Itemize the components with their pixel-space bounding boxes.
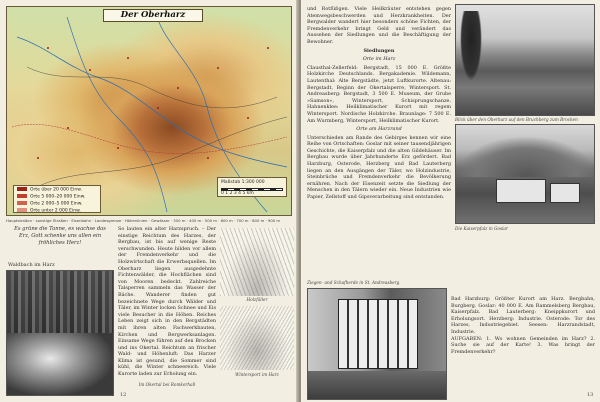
legend-item: Orte über 20 000 Einw. xyxy=(17,187,97,194)
heading-orte-harz: Orte im Harz xyxy=(362,56,396,63)
wald-label: Waldbach im Harz xyxy=(8,262,55,268)
map-title: Der Oberharz xyxy=(103,9,203,22)
sketch-wintersport xyxy=(220,306,294,370)
harz-map xyxy=(6,6,292,216)
heading-orte-harzrand: Orte am Harzrand xyxy=(356,126,402,133)
building xyxy=(496,179,546,203)
towns-text: Bad Harzburg: Größter Kurort am Harz. Bergbahn, Burgberg. Goslar: 40 000 E. Am Rammelsberg Bergbau, Kaiserpfalz. Bad Lauterberg: Kneippkurort und Erholungsort. Herzberg: Industrie. Osterode: Tor des Harzes, Industriegebiet. Seesen: Harzrandstadt, Industrie. xyxy=(451,296,595,335)
scale-units: 0 1 2 3 4 5 km xyxy=(221,191,254,196)
left-page xyxy=(0,0,299,402)
right-column-text xyxy=(307,6,451,274)
heath-photo xyxy=(455,4,595,116)
legend-item: Orte 2 000–5 000 Einw. xyxy=(17,201,97,208)
stream-area xyxy=(7,333,114,396)
intro-text: und Rotfüßgen. Viele Heilkräuter entstehen gegen Atemwegsbeschwerden und Herzkrankheiten. Der Bergwalder wandert hier besonders schöne Fichten, der Fremdenverkehr bringt Geld und verändert das Aussehen der Siedlungen und die Beschäftigung der Bewohner. xyxy=(307,6,451,45)
house-facade xyxy=(338,299,418,369)
left-column-text: So lauten ein alter Harzspruch. – Der einstige Reichtum des Harzes, der Bergbau, ist bis auf wenige Reste verschwunden. Heute bilden vor allem der Fremdenverkehr und die Holzwirtschaft die Erwerbsquellen. Im Oberharz liegen ausgedehnte Fichtenwälder, die Hochflächen sind von Mooren bedeckt. Zahlreiche Talsperren sammeln das Wasser der Bäche. Wanderer finden gut bezeichnete Wege durch Wälder und Täler, im Winter locken Schnee und Eis viele Besucher in die Höhen. Reiches Leben zeigt sich in den Bergstädten mit ihren alten Fachwerkbauten, Kirchen und Bergwerksanlagen. Einsame Wege führen auf den Brocken und ins Okertal. Reichtum an frischer Wald- und Höhenluft: Das Harzer Klima ist gesund, die Sommer sind kühl, die Winter schneereich. Viele Kurorte laden zur Erholung ein. xyxy=(118,226,216,378)
map-legend xyxy=(13,185,101,213)
map-scale xyxy=(217,177,287,197)
heading-settlements: Siedlungen xyxy=(363,47,395,54)
street-photo xyxy=(307,288,447,400)
towns-column xyxy=(451,296,595,396)
legend-item: Orte 5 000–20 000 Einw. xyxy=(17,194,97,201)
hill xyxy=(456,137,595,177)
photo-caption: Im Okertal bei Romkerhall xyxy=(138,382,196,387)
road xyxy=(308,371,447,400)
photo2-caption: Die Kaiserpfalz in Goslar xyxy=(455,226,508,231)
right-page xyxy=(301,0,600,402)
tree-silhouette xyxy=(460,11,482,81)
map-caption: Hauptstraßen · sonstige Straßen · Eisenbahn · Landesgrenze · Höhenlinien · Gewässer · 300 m · 400 m · 500 m · 600 m · 700 m · 800 m · 900 m xyxy=(6,218,281,223)
photo3-caption: Ziegen- und Schafherde in St. Andreasberg xyxy=(307,280,400,285)
forest-photo xyxy=(6,270,114,396)
settlements-text: Clausthal-Zellerfeld: Bergstadt, 15 000 E. Größte Holzkirche Deutschlands. Bergakademie. Wildemann, Lautenthal: Alte Bergstädte, jetzt Luftkurorte. Altenau: Bergstadt, Beginn der Okertalsperre, Wintersport. St. Andreasberg: Bergstadt, 3 500 E. Museum, der Grube »Samson«, Wintersport, Schisprungschanze. Hahnenklee: Heilklimatischer Kurort mit regem Wintersport. Nordische Holzkirche. Braunlage: 7 500 E. Am Wurmberg, Wintersport, Heilklimatischer Kurort. xyxy=(307,64,451,124)
photo1-caption: Blick über den Oberharz auf den Bruchberg zum Brocken xyxy=(455,117,578,122)
town-photo xyxy=(455,124,595,224)
scale-label: Maßstab 1:300 000 xyxy=(221,180,265,185)
page-number-left: 12 xyxy=(120,392,127,398)
sketch1-caption: Holzfäller xyxy=(246,297,268,302)
legend-item: Orte unter 2 000 Einw. xyxy=(17,208,97,215)
aufgaben-text: AUFGABEN: 1. Wo wohnen Gemeinden im Harz? 2. Suche sie auf der Karte! 3. Was bringt der Fremdenverkehr? xyxy=(451,335,595,355)
side-caption: Es grüne die Tanne, es wachse das Erz, Gott schenke uns allen ein fröhliches Herz! xyxy=(14,226,106,246)
page-number-right: 13 xyxy=(587,392,594,398)
rim-text: Unterschieden am Rande des Gebirges kennen wir eine Reihe von Ortschaften: Goslar mit seiner tausendjährigen Geschichte, die Kaiserpfalz und die alten Gildehäuser. Im Bergbau wurde über Jahrhunderte Erz gefördert. Bad Harzburg, Osterode, Herzberg und Bad Lauterberg liegen an den Ausgängen der Täler, wo Holzindustrie, Steinbrüche und Fremdenverkehr die Bevölkerung ernähren. Nach der Eisenzeit setzte die Siedlung der Menschen in den Tälern wieder ein. Neue Industrien wie Papier, Zellstoff und Gipsverarbeitung sind entstanden. xyxy=(307,134,451,201)
sketch2-caption: Wintersport im Harz xyxy=(235,372,279,377)
building xyxy=(550,183,580,203)
sketch-woodcutter xyxy=(220,228,294,296)
